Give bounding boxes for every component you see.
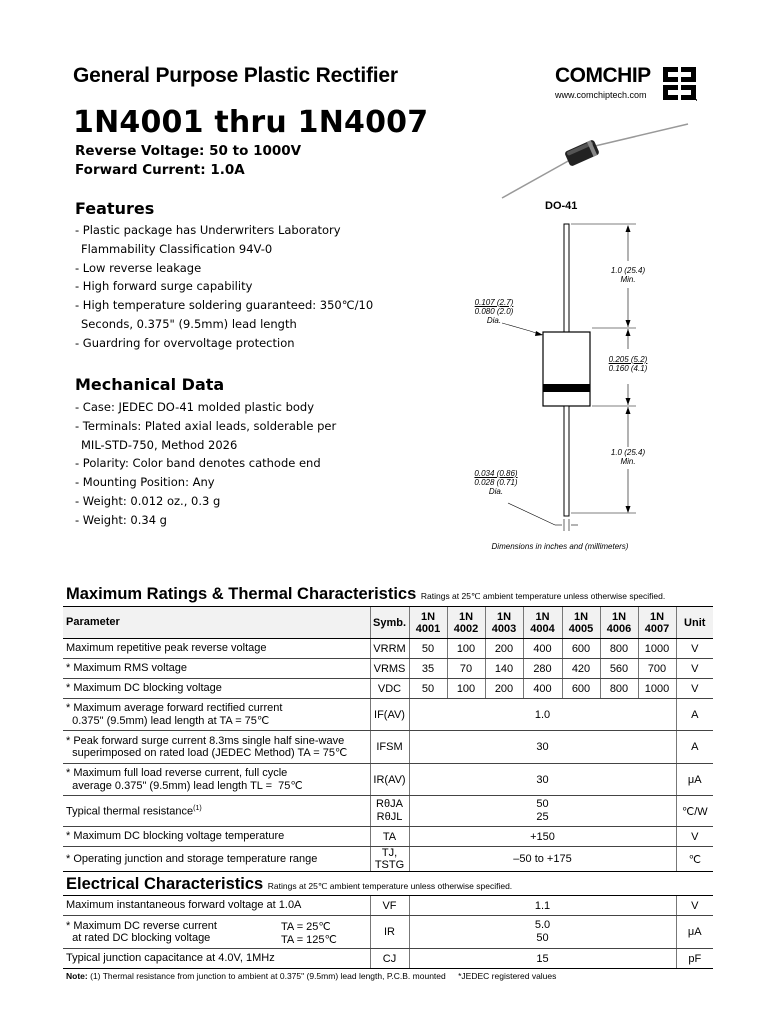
max-ratings-table — [63, 606, 713, 872]
list-item: - Polarity: Color band denotes cathode end — [75, 456, 321, 471]
table-row: Typical junction capacitance at 4.0V, 1MHz CJ 15 pF — [63, 949, 713, 969]
brand-url: www.comchiptech.com — [555, 90, 647, 100]
category-title: General Purpose Plastic Rectifier — [73, 64, 398, 87]
column-header: Unit — [676, 607, 713, 639]
features-title: Features — [75, 199, 155, 218]
list-item: - Low reverse leakage — [75, 260, 202, 275]
dim-lead-length-top: 1.0 (25.4) Min. — [610, 266, 646, 284]
electrical-characteristics-table — [63, 895, 713, 969]
dimensions-caption: Dimensions in inches and (millimeters) — [491, 542, 629, 551]
electrical-characteristics-title: Electrical Characteristics Ratings at 25℃ ambient temperature unless otherwise specified. — [66, 875, 513, 893]
table-row: * Maximum average forward rectified current 0.375" (9.5mm) lead length at TA = 75℃ IF(AV) 1.0 A — [63, 699, 713, 731]
mechanical-data-list — [75, 398, 336, 530]
column-header: 1N 4003 — [485, 607, 523, 639]
table-row: Typical thermal resistance$^{(1)}$ RθJA RθJL 50 25 ℃/W — [63, 796, 713, 827]
list-item: - High temperature soldering guaranteed: 350℃/10 — [75, 298, 374, 313]
reverse-voltage-spec: Reverse Voltage: 50 to 1000V — [75, 143, 302, 159]
electrical-note: Ratings at 25℃ ambient temperature unless otherwise specified. — [267, 881, 513, 891]
table-row: Maximum instantaneous forward voltage at 1.0A VF 1.1 V — [63, 896, 713, 916]
column-header: 1N 4007 — [638, 607, 676, 639]
max-ratings-title: Maximum Ratings & Thermal Characteristics Ratings at 25℃ ambient temperature unless otherwise specified. — [66, 585, 666, 603]
column-header: Symb. — [370, 607, 409, 639]
forward-current-spec: Forward Current: 1.0A — [75, 162, 245, 178]
table-row: * Maximum full load reverse current, full cycle average 0.375" (9.5mm) lead length TL = 75℃ IR(AV) 30 μA — [63, 764, 713, 796]
table-row: * Maximum DC reverse current at rated DC blocking voltage TA = 25℃ TA = 125℃ IR 5.0 50 μA — [63, 916, 713, 949]
table-row: * Maximum DC blocking voltage VDC 50 100 200 400 600 800 1000 V — [63, 679, 713, 699]
dim-lead-length-bottom: 1.0 (25.4) Min. — [610, 448, 646, 466]
list-item: - High forward surge capability — [75, 279, 253, 294]
table-row: * Maximum RMS voltage VRMS 35 70 140 280 420 560 700 V — [63, 659, 713, 679]
column-header: 1N 4006 — [600, 607, 638, 639]
table-row: * Peak forward surge current 8.3ms single half sine-wave superimposed on rated load (JEDEC Method) TA = 75℃ IFSM 30 A — [63, 731, 713, 764]
list-item: MIL-STD-750, Method 2026 — [81, 437, 238, 452]
list-item: - Mounting Position: Any — [75, 475, 215, 490]
dim-body-diameter: 0.107 (2.7) 0.080 (2.0) Dia. — [474, 298, 514, 325]
table-header-row — [63, 607, 713, 639]
max-ratings-note: Ratings at 25℃ ambient temperature unless otherwise specified. — [420, 591, 666, 601]
diode-photo-icon — [500, 122, 690, 202]
mechanical-data-title: Mechanical Data — [75, 375, 225, 394]
column-header: 1N 4001 — [409, 607, 447, 639]
table-row: * Operating junction and storage temperature range TJ, TSTG –50 to +175 ℃ — [63, 847, 713, 872]
footnote: Note: (1) Thermal resistance from junction to ambient at 0.375" (9.5mm) lead length, P.C.B. mounted *JEDEC registered values — [66, 971, 557, 981]
dim-body-length: 0.205 (5.2) 0.160 (4.1) — [608, 355, 648, 373]
column-header: 1N 4004 — [523, 607, 562, 639]
list-item: - Plastic package has Underwriters Laboratory — [75, 223, 341, 237]
part-range-title: 1N4001 thru 1N4007 — [73, 105, 429, 140]
list-item: - Terminals: Plated axial leads, solderable per — [75, 418, 337, 433]
list-item: - Case: JEDEC DO-41 molded plastic body — [75, 400, 315, 414]
list-item: - Guardring for overvoltage protection — [75, 335, 295, 350]
column-header: 1N 4005 — [562, 607, 600, 639]
list-item: - Weight: 0.012 oz., 0.3 g — [75, 493, 221, 508]
features-list — [75, 221, 373, 353]
column-header: 1N 4002 — [447, 607, 485, 639]
column-header: Parameter — [63, 607, 370, 639]
comchip-logo-icon — [663, 67, 697, 101]
list-item: - Weight: 0.34 g — [75, 512, 167, 527]
dim-lead-diameter: 0.034 (0.86) 0.028 (0.71) Dia. — [474, 469, 518, 496]
list-item: Seconds, 0.375" (9.5mm) lead length — [81, 316, 297, 331]
table-row: * Maximum DC blocking voltage temperature TA +150 V — [63, 827, 713, 847]
table-row: Maximum repetitive peak reverse voltage VRRM 50 100 200 400 600 800 1000 V — [63, 639, 713, 659]
brand-logo-text: COMCHIP — [555, 64, 651, 87]
list-item: Flammability Classification 94V-0 — [81, 241, 273, 256]
package-title: DO-41 — [545, 200, 578, 212]
